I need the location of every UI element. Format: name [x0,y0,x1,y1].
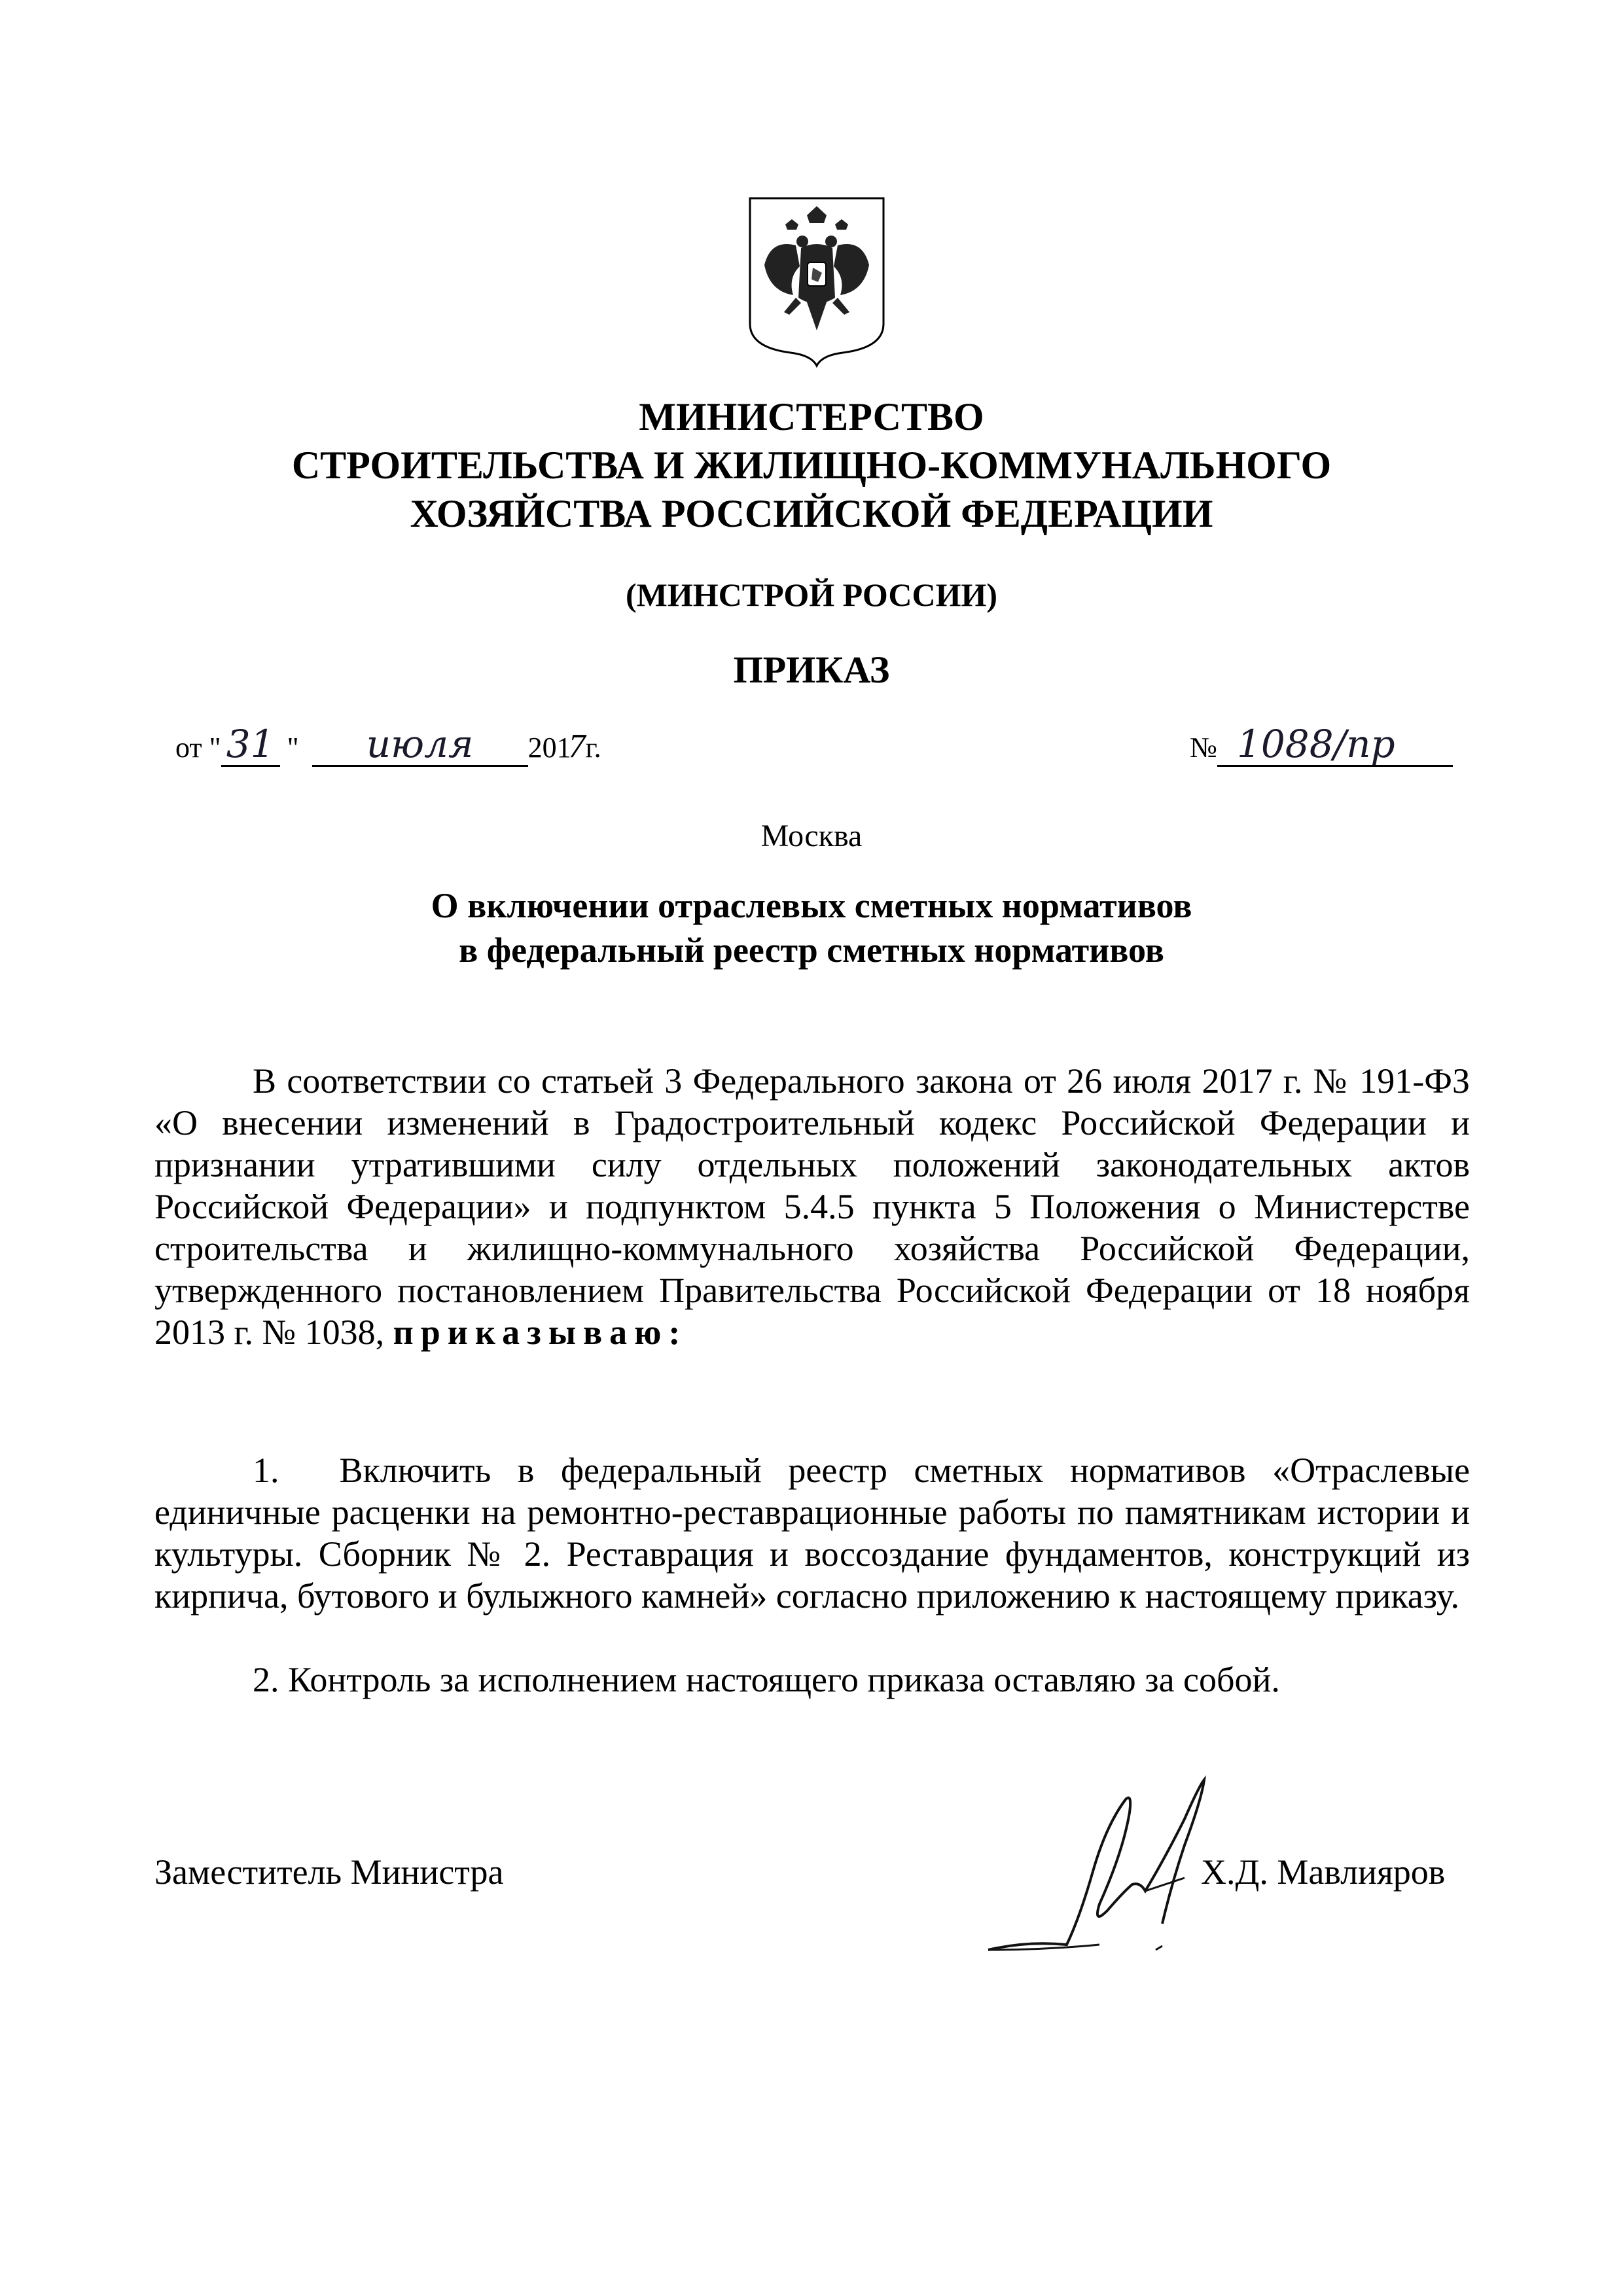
date-mid: " [279,732,299,764]
order-item-2: 2. Контроль за исполнением настоящего приказа оставляю за собой. [253,1660,1280,1699]
signer-position: Заместитель Министра [154,1852,504,1892]
preamble-text: В соответствии со статьей 3 Федерального закона от 26 июля 2017 г. № 191-ФЗ «О внесении изменений в Градостроительный кодекс Российской Федерации и признании утратившими силу отдельных положений законодательных актов Российской Федерации» и подпунктом 5.4.5 пункта 5 Положения о Министерстве строительства и жилищно-коммунального хозяйства Российской Федерации, утвержденного постановлением Правительства Российской Федерации от 18 ноября 2013 г. № 1038, [154,1061,1470,1352]
date-month-handwritten: июля [312,723,528,767]
ministry-short-name: (МИНСТРОЙ РОССИИ) [625,576,998,613]
date-year-digit: 7 [568,728,586,765]
document-type: ПРИКАЗ [733,648,890,691]
order-subject [0,883,1623,972]
order-item-1 [154,1449,1470,1617]
date-day-handwritten: 31 [221,723,280,767]
preamble-paragraph [154,1060,1470,1353]
ministry-line-3: ХОЗЯЙСТВА РОССИЙСКОЙ ФЕДЕРАЦИИ [410,492,1213,535]
date-year-suffix: г. [585,732,601,764]
number-handwritten: 1088/пр [1217,723,1453,767]
date-year-prefix: 201 [527,732,571,764]
subject-line-2: в федеральный реестр сметных нормативов [459,930,1164,970]
number-label: № [1190,732,1217,764]
item-1-text: Включить в федеральный реестр сметных нормативов «Отраслевые единичные расценки на ремонтно-реставрационные работы по памятникам истории и культуры. Сборник № 2. Реставрация и воссоздание фундаментов, конструкций из кирпича, бутового и булыжного камней» согласно приложению к настоящему приказу. [154,1451,1470,1616]
signer-name: Х.Д. Мавлияров [1201,1852,1446,1892]
ministry-line-2: СТРОИТЕЛЬСТВА И ЖИЛИЩНО-КОММУНАЛЬНОГО [291,444,1332,487]
coat-of-arms-emblem [745,193,889,370]
order-date [175,723,601,767]
order-number [1190,723,1453,767]
subject-line-1: О включении отраслевых сметных нормативов [431,886,1192,925]
ministry-name [0,393,1623,538]
ministry-line-1: МИНИСТЕРСТВО [639,395,984,438]
item-1-number: 1. [253,1451,279,1490]
order-word: приказываю: [393,1313,688,1352]
date-prefix: от " [175,732,221,764]
city: Москва [760,819,863,853]
